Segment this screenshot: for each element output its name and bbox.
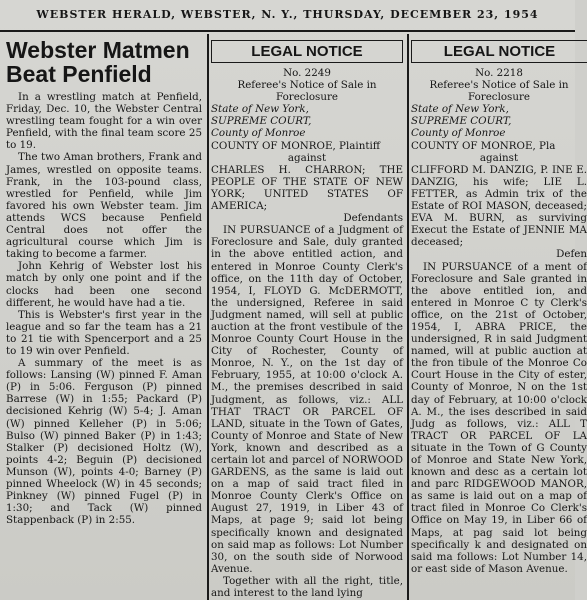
notice-body: IN PURSUANCE of a Judgment of Foreclosure and Sale, duly granted in the above entitled action, and entered in Monroe County Clerk's office, on the 11th day of October, 1954, I, FLOYD G. McDERMOTT, the undersigned, Referee in said Judgment named, will sell at public auction at the front vestibule of the Monroe County Court House in the City of Rochester, County of Monroe, N. Y., on the 1st day of February, 1955, at 10:00 o'clock A. M., the premises described in said Judgment, as follows, viz.: ALL THAT TRACT OR PARCEL OF LAND, situate in the Town of Gates, County of Monroe and State of New York, known and described as a certain lot and parcel of NORWOOD GARDENS, as the same is laid out on a map of said tract filed in Monroe County Clerk's Office on August 27, 1919, in Liber 43 of Maps, at page 9; said lot being specifically known and designated on said map as follows: Lot Number 30, on the south side of Norwood Avenue. — [211, 224, 403, 575]
notice-plaintiff: COUNTY OF MONROE, Pla — [411, 139, 556, 152]
notice-court: SUPREME COURT, — [211, 115, 312, 128]
masthead: WEBSTER HERALD, WEBSTER, N. Y., THURSDAY, DECEMBER 23, 1954 — [36, 8, 539, 21]
legal-notice-title: LEGAL NOTICE — [411, 40, 587, 63]
article-column — [6, 38, 202, 600]
notice-defendants: CHARLES H. CHARRON; THE PEOPLE OF THE STATE OF NEW YORK; UNITED STATES OF AMERICA; — [211, 163, 403, 213]
notice-number: No. 2218 — [475, 67, 523, 79]
notice-county: County of Monroe — [411, 127, 506, 140]
article-paragraph: A summary of the meet is as follows: Lansing (W) pinned F. Aman (P) in 5:06. Ferguson (P) pinned Barrese (W) in 1:55; Packard (P) decisioned Kehrig (W) 5-4; J. Aman (W) pinned Kelleher (P) in 5:06; Bulso (W) pinned Baker (P) in 1:43; Stalker (P) decisioned Holtz (W), points 4-2; Beguin (P) decisioned Munson (W), points 4-0; Barney (P) pinned Wheelock (W) in 45 seconds; Pinkney (W) pinned Fugel (P) in 1:30; and Tack (W) pinned Stappenback (P) in 2:55. — [6, 357, 202, 527]
notice-number: No. 2249 — [283, 67, 331, 79]
notice-tail: Together with all the right, title, and interest to the land lying — [211, 574, 403, 600]
article-paragraph: This is Webster's first year in the league and so far the team has a 21 to 21 tie with Spencerport and a 25 to 19 win over Penfield. — [6, 308, 202, 357]
column-divider — [207, 34, 209, 600]
notice-state: State of New York, — [211, 103, 309, 116]
notice-body: IN PURSUANCE of a ment of Foreclosure and Sale granted in the above entitled ion, and entered in Monroe C ty Clerk's office, on the 21st of October, 1954, I, ABRA PRICE, the undersigned, R in said Judgment named, will at public auction at the fron tibule of the Monroe Co Court House in the City of ester, County of Monroe, N on the 1st day of February, at 10:00 o'clock A. M., the ises described in said Judg as follows, viz.: ALL T TRACT OR PARCEL OF LA situate in the Town of G County of Monroe and State New York, known and desc as a certain lot and parc RIDGEWOOD MANOR, as same is laid out on a map of tract filed in Monroe Co Clerk's Office on May 19, in Liber 66 of Maps, at pag said lot being specifically k and designated on said ma follows: Lot Number 14, or east side of Mason Avenue. — [411, 260, 587, 575]
notice-defendants-label: Defendants — [343, 212, 403, 225]
notice-plaintiff: COUNTY OF MONROE, Plaintiff — [211, 139, 381, 152]
notice-defendants: CLIFFORD M. DANZIG, P. INE E. DANZIG, his wife; LIE L. FETTER, as Admin trix of the Estate of ROI MASON, deceased; EVA M. BURN, as surviving Execut the Estate of JENNIE MA deceased; — [411, 163, 587, 249]
article-paragraph: The two Aman brothers, Frank and James, wrestled on opposite teams. Frank, in the 103-pound class, wrestled for Penfield, while Jim favored his own Webster team. Jim attends WCS because Penfield Central does not offer the agricultural course which Jim is taking to become a farmer. — [6, 151, 202, 261]
notice-defendants-label: Defen — [556, 248, 587, 261]
article-paragraph: John Kehrig of Webster lost his match by only one point and if the clocks had been one second different, he would have had a tie. — [6, 260, 202, 309]
notice-court: SUPREME COURT, — [411, 115, 512, 128]
legal-notice-column — [211, 40, 403, 600]
notice-against: against — [479, 151, 519, 164]
masthead-rule — [0, 30, 575, 32]
column-divider — [407, 34, 409, 600]
article-paragraph: In a wrestling match at Penfield, Friday, Dec. 10, the Webster Central wrestling team fought for a win over Penfield, with the final team score 25 to 19. — [6, 91, 202, 152]
notice-county: County of Monroe — [211, 127, 306, 140]
notice-caption: Referee's Notice of Sale in Foreclosure — [429, 79, 569, 104]
notice-against: against — [287, 151, 327, 164]
notice-caption: Referee's Notice of Sale in Foreclosure — [237, 79, 377, 104]
article-headline: Webster Matmen Beat Penfield — [6, 37, 190, 87]
legal-notice-title: LEGAL NOTICE — [211, 40, 403, 63]
notice-state: State of New York, — [411, 103, 509, 116]
legal-notice-column — [411, 40, 587, 600]
